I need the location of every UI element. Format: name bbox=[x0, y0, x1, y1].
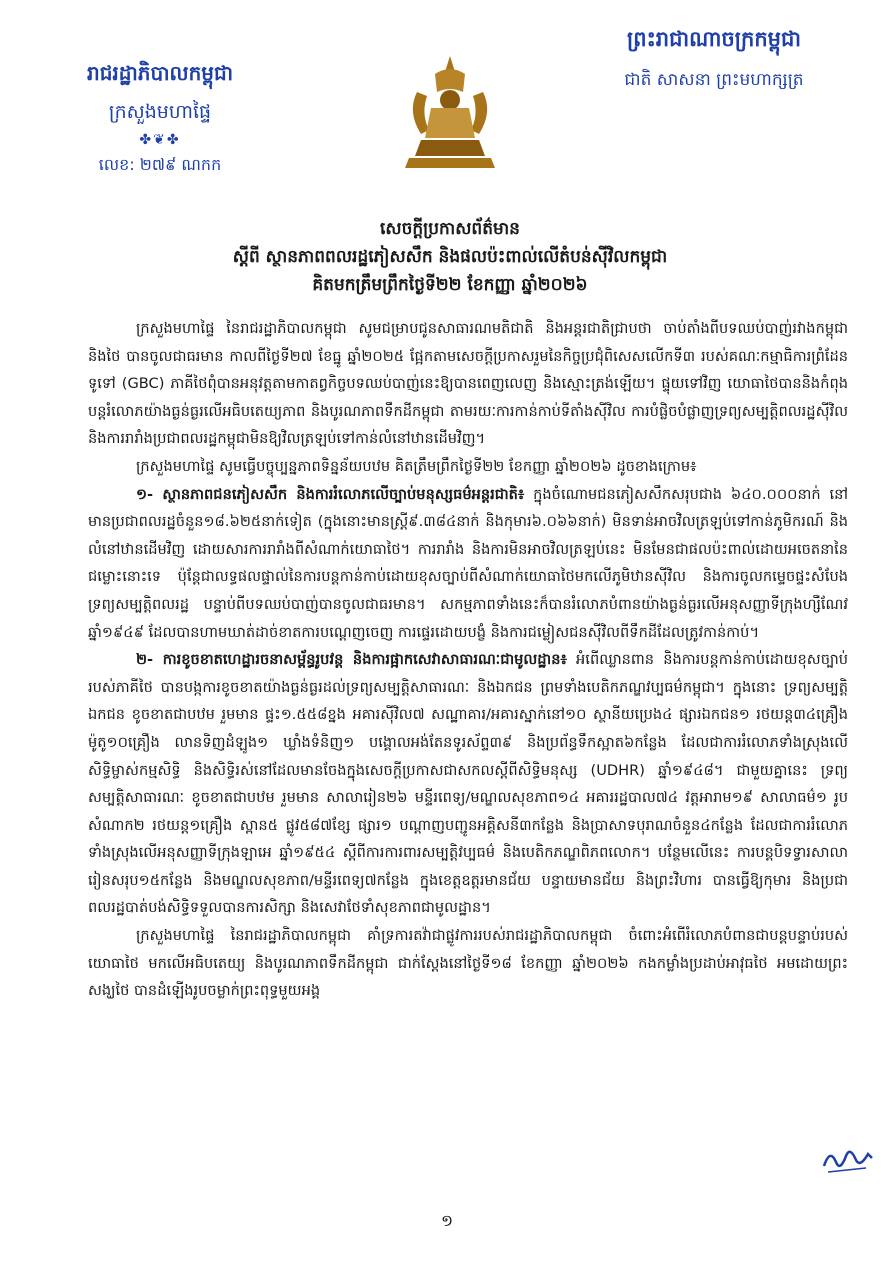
title-line-1: សេចក្ដីប្រកាសព័ត៌មាន bbox=[380, 219, 520, 239]
item-2 bbox=[88, 646, 848, 922]
ministry-name: ក្រសួងមហាផ្ទៃ bbox=[108, 101, 212, 123]
title-line-2: ស្ដីពី ស្ថានភាពពលរដ្ឋភៀសសឹក និងផលប៉ះពាល់លើតំបន់ស៊ីវិលកម្ពុជា bbox=[232, 247, 668, 267]
item-2-text: អំពើឈ្លានពាន និងការបន្តកាន់កាប់ដោយខុសច្បាប់របស់ភាគីថៃ បានបង្កការខូចខាតយ៉ាងធ្ងន់ធ្ងរដល់ទ្រព្យសម្បត្តិសាធារណៈ និងឯកជន ព្រមទាំងបេតិកភណ្ឌវប្បធម៌កម្ពុជា។ ក្នុងនោះ ទ្រព្យសម្បត្តិឯកជន ខូចខាតជាបឋម រួមមាន ផ្ទះ១.៥៥៨ខ្នង អគារស៊ីវិល៧ សណ្ឋាគារ/អគារស្នាក់នៅ១០ ស្ថានីយប្រេង៤ ផ្សារឯកជន១ រថយន្ត៣៤គ្រឿង ម៉ូតូ១០គ្រឿង លានទិញដំឡូង១ ឃ្លាំងទំនិញ១ បង្គោលអង់តែនទូរស័ព្ទ៣៩ និងប្រព័ន្ធទឹកស្អាត៦កន្លែង ដែលជាការរំលោភទាំងស្រុងលើសិទ្ធិម្ចាស់កម្មសិទ្ធិ និងសិទ្ធិរស់នៅដែលមានចែងក្នុងសេចក្ដីប្រកាសជាសកលស្ដីពីសិទ្ធិមនុស្ស (UDHR) ឆ្នាំ១៩៤៨។ ជាមួយគ្នានេះ ទ្រព្យសម្បត្តិសាធារណៈ ខូចខាតជាបឋម រួមមាន សាលារៀន២៦ មន្ទីរពេទ្យ/មណ្ឌលសុខភាព១៤ អគាររដ្ឋបាល៧៤ វត្តអារាម១៩ សាលាធម៌១ រូបសំណាក២ រថយន្ត១គ្រឿង ស្ពាន៥ ផ្លូវ៥៨៧ខ្សែ ផ្សារ១ បណ្ដាញបញ្ជូនអគ្គិសនី៣កន្លែង និងប្រាសាទបុរាណចំនួន៤កន្លែង ដែលជាការរំលោភទាំងស្រុងលើអនុសញ្ញាទីក្រុងឡាអេ ឆ្នាំ១៩៥៤ ស្ដីពីការការពារសម្បត្តិវប្បធម៌ និងបេតិកភណ្ឌពិភពលោក។ បន្ថែមលើនេះ ការបន្តបិទទ្វារសាលារៀនសរុប១៥កន្លែង និងមណ្ឌលសុខភាព/មន្ទីរពេទ្យ៧កន្លែង ក្នុងខេត្តឧត្ដរមានជ័យ បន្ទាយមានជ័យ និងព្រះវិហារ បានធ្វើឱ្យកុមារ និងប្រជាពលរដ្ឋបាត់បង់សិទ្ធិទទួលបានការសិក្សា និងសេវាថែទាំសុខភាពជាមូលដ្ឋាន។ bbox=[88, 651, 848, 917]
paragraph-3: ក្រសួងមហាផ្ទៃ នៃរាជរដ្ឋាភិបាលកម្ពុជា គាំទ្រការតវ៉ាជាផ្លូវការរបស់រាជរដ្ឋាភិបាលកម្ពុជា ចំពោះអំពើរំលោភបំពានជាបន្តបន្ទាប់របស់យោធាថៃ មកលើអធិបតេយ្យ និងបូរណភាពទឹកដីកម្ពុជា ជាក់ស្ដែងនៅថ្ងៃទី១៨ ខែកញ្ញា ឆ្នាំ២០២៦ កងកម្លាំងប្រដាប់អាវុធថៃ អមដោយព្រះសង្ឃថៃ បានដំឡើងរូបចម្លាក់ព្រះពុទ្ធមួយអង្គ bbox=[88, 927, 848, 1000]
left-header bbox=[60, 60, 260, 178]
body-text bbox=[88, 315, 848, 1005]
header-ornament: ✤❦✤ bbox=[139, 132, 181, 148]
signature-mark-icon bbox=[820, 1138, 876, 1178]
national-motto: ជាតិ សាសនា ព្រះមហាក្សត្រ bbox=[624, 70, 804, 90]
paragraph-1: ក្រសួងមហាផ្ទៃ នៃរាជរដ្ឋាភិបាលកម្ពុជា សូមជម្រាបជូនសាធារណមតិជាតិ និងអន្តរជាតិជ្រាបថា ចាប់តាំងពីបទឈប់បាញ់រវាងកម្ពុជា និងថៃ បានចូលជាធរមាន កាលពីថ្ងៃទី២៧ ខែធ្នូ ឆ្នាំ២០២៥ ផ្អែកតាមសេចក្ដីប្រកាសរួមនៃកិច្ចប្រជុំពិសេសលើកទី៣ របស់គណៈកម្មាធិការព្រំដែនទូទៅ (GBC) ភាគីថៃពុំបានអនុវត្តតាមកាតព្វកិច្ចបទឈប់បាញ់នេះឱ្យបានពេញលេញ និងស្មោះត្រង់ឡើយ។ ផ្ទុយទៅវិញ យោធាថៃបាននិងកំពុងបន្តរំលោភយ៉ាងធ្ងន់ធ្ងរលើអធិបតេយ្យភាព និងបូរណភាពទឹកដីកម្ពុជា តាមរយៈការកាន់កាប់ទីតាំងស៊ីវិល ការបំផ្លិចបំផ្លាញទ្រព្យសម្បត្តិពលរដ្ឋស៊ីវិល និងការរារាំងប្រជាពលរដ្ឋកម្ពុជាមិនឱ្យវិលត្រឡប់ទៅកាន់លំនៅឋានដើមវិញ។ bbox=[88, 320, 848, 448]
item-1 bbox=[88, 481, 848, 647]
item-2-label: ២- ការខូចខាតហេដ្ឋារចនាសម្ព័ន្ធរូបវន្ត និងការផ្អាកសេវាសាធារណៈជាមូលដ្ឋាន៖ bbox=[136, 651, 567, 669]
royal-coat-of-arms-emblem bbox=[395, 52, 505, 172]
page-number: ១ bbox=[440, 1211, 454, 1230]
item-1-text: ក្នុងចំណោមជនភៀសសឹកសរុបជាង ៦៤០.០០០នាក់ នៅមានប្រជាពលរដ្ឋចំនួន១៨.៦២៥នាក់ទៀត (ក្នុងនោះមានស្ត្រី៩.៣៨៤នាក់ និងកុមារ៦.០៦៦នាក់) មិនទាន់អាចវិលត្រឡប់ទៅកាន់ភូមិករណ៍ និងលំនៅឋានដើមវិញ ដោយសារការរារាំងពីសំណាក់យោធាថៃ។ ការរារាំង និងការមិនអាចវិលត្រឡប់នេះ មិនមែនជាផលប៉ះពាល់ដោយអចេតនានៃជម្លោះនោះទេ ប៉ុន្តែជាលទ្ធផលផ្ទាល់នៃការបន្តកាន់កាប់ដោយខុសច្បាប់ពីសំណាក់យោធាថៃមកលើភូមិឋានស៊ីវិល និងការចូលកម្ទេចផ្ទះសំបែង ទ្រព្យសម្បត្តិពលរដ្ឋ បន្ទាប់ពីបទឈប់បាញ់បានចូលជាធរមាន។ សកម្មភាពទាំងនេះក៏បានរំលោភបំពានយ៉ាងធ្ងន់ធ្ងរលើអនុសញ្ញាទីក្រុងហ្សឺណែវ ឆ្នាំ១៩៤៩ ដែលបានហាមឃាត់ដាច់ខាតការបណ្ដេញចេញ ការផ្ទេរដោយបង្ខំ និងការជម្លៀសជនស៊ីវិលពីទឹកដីដែលត្រូវកាន់កាប់។ bbox=[88, 485, 848, 641]
government-name: រាជរដ្ឋាភិបាលកម្ពុជា bbox=[87, 61, 233, 85]
paragraph-2: ក្រសួងមហាផ្ទៃ សូមធ្វើបច្ចុប្បន្នភាពទិន្នន័យបឋម គិតត្រឹមព្រឹកថ្ងៃទី២២ ខែកញ្ញា ឆ្នាំ២០២៦ ដូចខាងក្រោម៖ bbox=[136, 457, 697, 475]
item-1-label: ១- ស្ថានភាពជនភៀសសឹក និងការរំលោភលើច្បាប់មនុស្សធម៌អន្តរជាតិ៖ bbox=[136, 485, 525, 503]
kingdom-name: ព្រះរាជាណាចក្រកម្ពុជា bbox=[626, 27, 801, 51]
right-header bbox=[584, 26, 844, 94]
reference-number: លេខ: ២៧៩ ណកក bbox=[98, 155, 222, 174]
title-line-3: គិតមកត្រឹមព្រឹកថ្ងៃទី២២ ខែកញ្ញា ឆ្នាំ២០២៦ bbox=[312, 275, 588, 295]
title-block bbox=[120, 215, 780, 299]
